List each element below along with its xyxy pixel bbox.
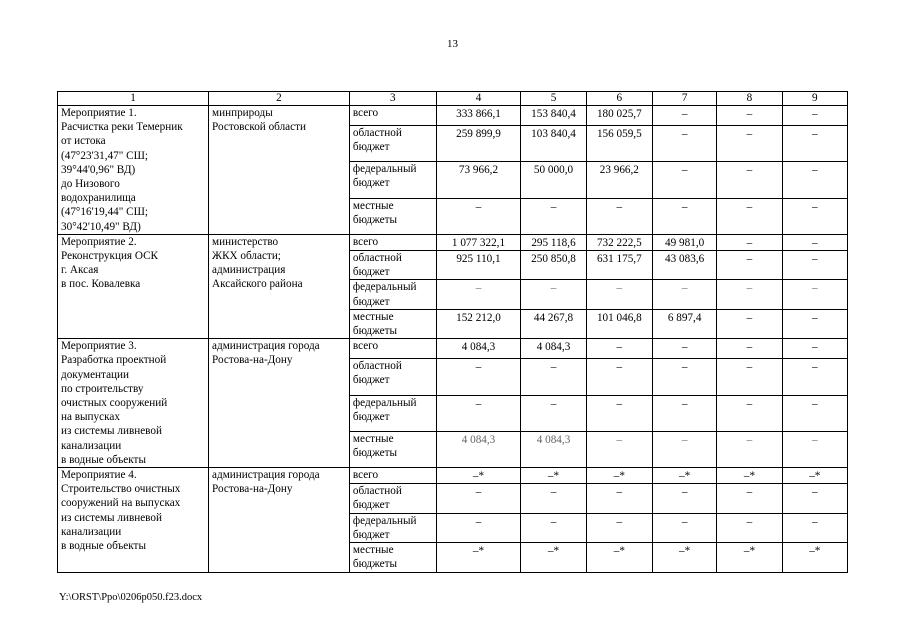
funding-source-cell: местные бюджеты [349, 543, 436, 572]
funding-source-cell: областной бюджет [349, 359, 436, 395]
funding-source-cell: федеральный бюджет [349, 395, 436, 431]
value-cell: 50 000,0 [521, 162, 586, 198]
value-cell: – [717, 484, 782, 513]
measure-cell [58, 234, 209, 338]
executor-line: Ростовской области [212, 121, 306, 134]
measure-line: очистных сооружений [61, 397, 168, 410]
value-cell: – [521, 395, 586, 431]
funding-source-cell: федеральный бюджет [349, 280, 436, 309]
value-cell: – [521, 198, 586, 234]
value-cell: – [717, 251, 782, 280]
value-cell: – [717, 280, 782, 309]
measure-line: до Низового [61, 178, 120, 191]
funding-source-cell: областной бюджет [349, 251, 436, 280]
value-cell: –* [586, 468, 652, 484]
measure-line: Расчистка реки Темерник [61, 121, 183, 134]
executor-line: администрация города [212, 469, 320, 482]
measure-line: в водные объекты [61, 453, 146, 466]
value-cell: –* [717, 468, 782, 484]
executor-line: Аксайского района [212, 278, 303, 291]
value-cell: –* [782, 468, 847, 484]
column-header: 8 [717, 92, 782, 106]
table-row [58, 234, 848, 250]
value-cell: – [782, 162, 847, 198]
value-cell: – [652, 162, 716, 198]
value-cell: – [436, 484, 521, 513]
value-cell: 631 175,7 [586, 251, 652, 280]
value-cell: – [782, 251, 847, 280]
executor-cell [209, 339, 350, 468]
value-cell: – [436, 359, 521, 395]
value-cell: 732 222,5 [586, 234, 652, 250]
column-header: 7 [652, 92, 716, 106]
measure-line: Мероприятие 4. [61, 469, 137, 482]
funding-source-cell: местные бюджеты [349, 431, 436, 467]
measure-line: сооружений на выпусках [61, 497, 181, 510]
measure-line: 30°42'10,49" ВД) [61, 220, 141, 233]
funding-source-cell: областной бюджет [349, 484, 436, 513]
value-cell: 44 267,8 [521, 309, 586, 338]
value-cell: – [521, 280, 586, 309]
value-cell: – [652, 125, 716, 161]
funding-source-cell: местные бюджеты [349, 309, 436, 338]
value-cell: – [652, 106, 716, 126]
header-row [58, 92, 848, 106]
column-header: 3 [349, 92, 436, 106]
funding-source-cell: федеральный бюджет [349, 513, 436, 542]
value-cell: – [782, 198, 847, 234]
value-cell: – [717, 431, 782, 467]
value-cell: –* [436, 543, 521, 572]
value-cell: 49 981,0 [652, 234, 716, 250]
value-cell: – [782, 125, 847, 161]
value-cell: – [436, 513, 521, 542]
executor-line: администрация города [212, 340, 320, 353]
column-header: 1 [58, 92, 209, 106]
value-cell: 153 840,4 [521, 106, 586, 126]
value-cell: 1 077 322,1 [436, 234, 521, 250]
value-cell: – [782, 395, 847, 431]
footer-file-path: Y:\ORST\Ppo\0206p050.f23.docx [59, 592, 203, 603]
measure-line: Мероприятие 2. [61, 235, 137, 248]
funding-source-cell: всего [349, 106, 436, 126]
column-header: 6 [586, 92, 652, 106]
value-cell: – [717, 125, 782, 161]
value-cell: – [652, 198, 716, 234]
value-cell: – [586, 513, 652, 542]
value-cell: – [782, 513, 847, 542]
value-cell: 156 059,5 [586, 125, 652, 161]
funding-source-cell: всего [349, 234, 436, 250]
budget-table [57, 91, 848, 573]
value-cell: 152 212,0 [436, 309, 521, 338]
value-cell: – [717, 513, 782, 542]
measure-line: Мероприятие 3. [61, 340, 137, 353]
value-cell: –* [436, 468, 521, 484]
value-cell: – [521, 513, 586, 542]
value-cell: – [586, 359, 652, 395]
measure-line: по строительству [61, 382, 144, 395]
executor-cell [209, 234, 350, 338]
value-cell: – [586, 395, 652, 431]
funding-source-cell: всего [349, 468, 436, 484]
column-header: 4 [436, 92, 521, 106]
table-row [58, 468, 848, 484]
measure-line: Разработка проектной [61, 354, 167, 367]
measure-line: документации [61, 368, 129, 381]
value-cell: – [717, 395, 782, 431]
value-cell: –* [521, 468, 586, 484]
value-cell: – [436, 198, 521, 234]
value-cell: – [652, 280, 716, 309]
value-cell: – [436, 395, 521, 431]
measure-line: Реконструкция ОСК [61, 250, 159, 263]
value-cell: 295 118,6 [521, 234, 586, 250]
value-cell: – [521, 359, 586, 395]
value-cell: 43 083,6 [652, 251, 716, 280]
value-cell: – [717, 198, 782, 234]
executor-line: Ростова-на-Дону [212, 354, 293, 367]
value-cell: 333 866,1 [436, 106, 521, 126]
value-cell: –* [652, 468, 716, 484]
measure-line: водохранилища [61, 192, 136, 205]
funding-source-cell: всего [349, 339, 436, 359]
executor-line: Ростова-на-Дону [212, 483, 293, 496]
value-cell: – [717, 162, 782, 198]
value-cell: – [717, 359, 782, 395]
page-number: 13 [447, 38, 458, 50]
value-cell: – [586, 484, 652, 513]
measure-cell [58, 106, 209, 235]
value-cell: – [652, 484, 716, 513]
value-cell: – [586, 198, 652, 234]
column-header: 2 [209, 92, 350, 106]
value-cell: –* [717, 543, 782, 572]
value-cell: – [782, 234, 847, 250]
value-cell: 103 840,4 [521, 125, 586, 161]
value-cell: – [521, 484, 586, 513]
executor-cell [209, 106, 350, 235]
measure-line: в водные объекты [61, 540, 146, 553]
value-cell: – [782, 280, 847, 309]
value-cell: 6 897,4 [652, 309, 716, 338]
value-cell: 4 084,3 [436, 339, 521, 359]
value-cell: – [436, 280, 521, 309]
measure-line: канализации [61, 525, 122, 538]
value-cell: – [652, 359, 716, 395]
value-cell: – [782, 106, 847, 126]
measure-line: 39°44'0,96" ВД) [61, 163, 136, 176]
column-header: 5 [521, 92, 586, 106]
funding-source-cell: местные бюджеты [349, 198, 436, 234]
measure-line: (47°16'19,44" СШ; [61, 206, 148, 219]
table-row [58, 339, 848, 359]
value-cell: –* [652, 543, 716, 572]
table-body [58, 106, 848, 573]
value-cell: 259 899,9 [436, 125, 521, 161]
funding-source-cell: областной бюджет [349, 125, 436, 161]
executor-line: администрация [212, 264, 286, 277]
value-cell: – [586, 339, 652, 359]
measure-line: от истока [61, 135, 106, 148]
executor-line: министерство [212, 235, 279, 248]
value-cell: 101 046,8 [586, 309, 652, 338]
value-cell: 23 966,2 [586, 162, 652, 198]
measure-line: Строительство очистных [61, 483, 181, 496]
measure-cell [58, 468, 209, 572]
value-cell: 925 110,1 [436, 251, 521, 280]
value-cell: 180 025,7 [586, 106, 652, 126]
value-cell: – [652, 395, 716, 431]
value-cell: – [782, 309, 847, 338]
measure-line: канализации [61, 439, 122, 452]
measure-line: из системы ливневой [61, 511, 162, 524]
value-cell: – [782, 339, 847, 359]
value-cell: – [717, 234, 782, 250]
measure-line: Мероприятие 1. [61, 107, 137, 119]
column-header: 9 [782, 92, 847, 106]
funding-source-cell: федеральный бюджет [349, 162, 436, 198]
value-cell: 4 084,3 [521, 431, 586, 467]
value-cell: – [717, 106, 782, 126]
measure-line: (47°23'31,47" СШ; [61, 149, 148, 162]
value-cell: 250 850,8 [521, 251, 586, 280]
value-cell: – [782, 431, 847, 467]
value-cell: –* [586, 543, 652, 572]
value-cell: 4 084,3 [436, 431, 521, 467]
measure-line: в пос. Ковалевка [61, 278, 141, 291]
measure-cell [58, 339, 209, 468]
measure-line: из системы ливневой [61, 425, 162, 438]
value-cell: – [717, 309, 782, 338]
value-cell: –* [521, 543, 586, 572]
table-row [58, 106, 848, 126]
value-cell: – [652, 513, 716, 542]
value-cell: – [782, 484, 847, 513]
executor-cell [209, 468, 350, 572]
measure-line: на выпусках [61, 411, 120, 424]
measure-line: г. Аксая [61, 264, 99, 277]
executor-line: ЖКХ области; [212, 250, 281, 263]
value-cell: – [717, 339, 782, 359]
executor-line: минприроды [212, 107, 273, 119]
value-cell: 73 966,2 [436, 162, 521, 198]
value-cell: – [586, 280, 652, 309]
value-cell: 4 084,3 [521, 339, 586, 359]
value-cell: – [586, 431, 652, 467]
value-cell: – [782, 359, 847, 395]
value-cell: – [652, 431, 716, 467]
value-cell: – [652, 339, 716, 359]
value-cell: –* [782, 543, 847, 572]
